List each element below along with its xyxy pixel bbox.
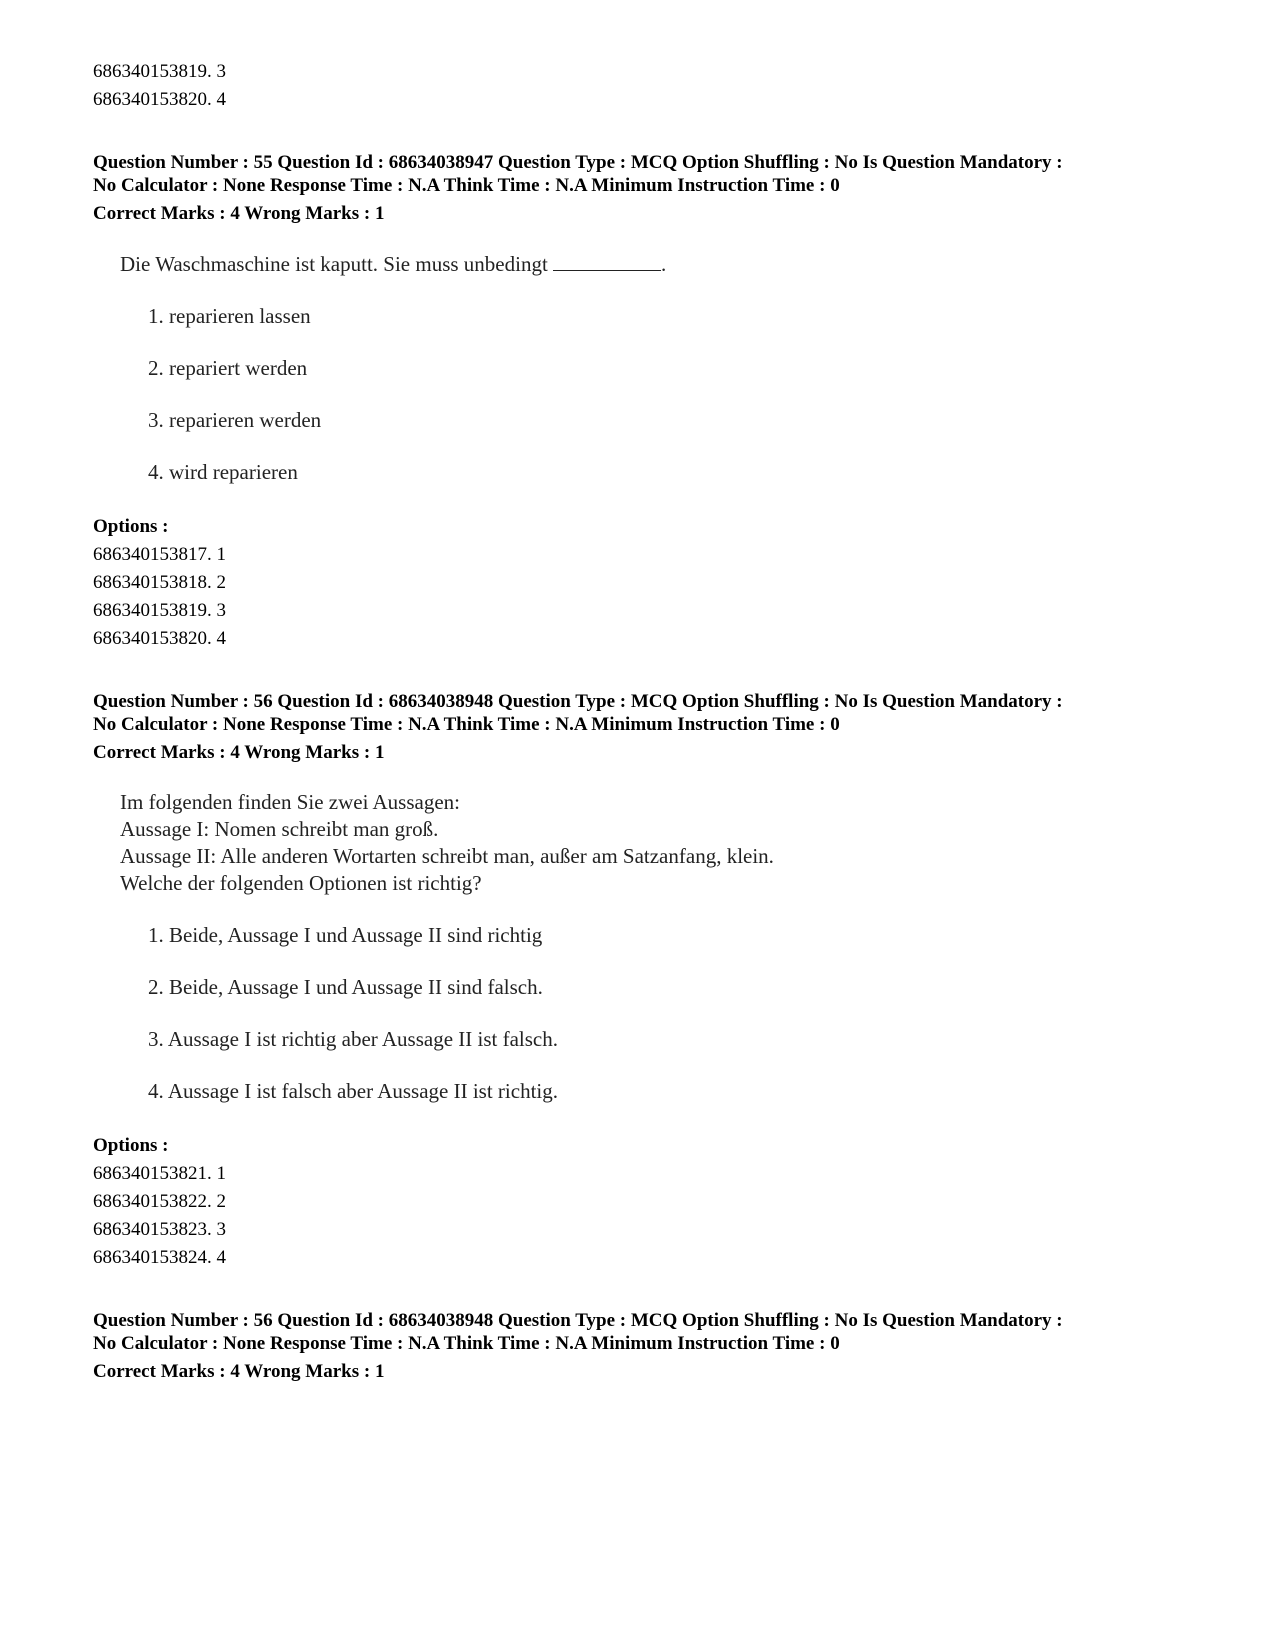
answer-choice: 3. reparieren werden bbox=[148, 408, 322, 432]
option-id-line: 686340153819. 3 bbox=[93, 600, 226, 621]
fill-in-blank bbox=[553, 252, 661, 271]
question-stem bbox=[120, 250, 666, 278]
question-stem-line: Welche der folgenden Optionen ist richtig? bbox=[120, 871, 482, 895]
option-id-line: 686340153822. 2 bbox=[93, 1191, 226, 1212]
question-header-line2: No Calculator : None Response Time : N.A Think Time : N.A Minimum Instruction Time : 0 bbox=[93, 714, 840, 735]
question-header-line2: No Calculator : None Response Time : N.A Think Time : N.A Minimum Instruction Time : 0 bbox=[93, 1333, 840, 1354]
options-label: Options : bbox=[93, 1135, 169, 1156]
question-stem-line: Aussage I: Nomen schreibt man groß. bbox=[120, 817, 439, 841]
question-header-line1: Question Number : 55 Question Id : 68634038947 Question Type : MCQ Option Shuffling : No Is Question Mandatory : bbox=[93, 152, 1063, 173]
option-id-line: 686340153819. 3 bbox=[93, 61, 226, 82]
option-id-line: 686340153820. 4 bbox=[93, 89, 226, 110]
option-id-line: 686340153820. 4 bbox=[93, 628, 226, 649]
option-id-line: 686340153817. 1 bbox=[93, 544, 226, 565]
question-stem-line: Aussage II: Alle anderen Wortarten schreibt man, außer am Satzanfang, klein. bbox=[120, 844, 774, 868]
answer-choice: 4. wird reparieren bbox=[148, 460, 298, 484]
answer-choice: 1. Beide, Aussage I und Aussage II sind richtig bbox=[148, 923, 543, 947]
options-label: Options : bbox=[93, 516, 169, 537]
answer-choice: 4. Aussage I ist falsch aber Aussage II ist richtig. bbox=[148, 1079, 558, 1103]
question-marks: Correct Marks : 4 Wrong Marks : 1 bbox=[93, 742, 385, 763]
question-stem-end: . bbox=[661, 252, 667, 276]
option-id-line: 686340153818. 2 bbox=[93, 572, 226, 593]
question-marks: Correct Marks : 4 Wrong Marks : 1 bbox=[93, 1361, 385, 1382]
answer-choice: 2. Beide, Aussage I und Aussage II sind falsch. bbox=[148, 975, 543, 999]
question-header-line1: Question Number : 56 Question Id : 68634038948 Question Type : MCQ Option Shuffling : No Is Question Mandatory : bbox=[93, 691, 1063, 712]
option-id-line: 686340153823. 3 bbox=[93, 1219, 226, 1240]
question-marks: Correct Marks : 4 Wrong Marks : 1 bbox=[93, 203, 385, 224]
option-id-line: 686340153821. 1 bbox=[93, 1163, 226, 1184]
question-header-line1: Question Number : 56 Question Id : 68634038948 Question Type : MCQ Option Shuffling : No Is Question Mandatory : bbox=[93, 1310, 1063, 1331]
answer-choice: 1. reparieren lassen bbox=[148, 304, 311, 328]
question-header-line2: No Calculator : None Response Time : N.A Think Time : N.A Minimum Instruction Time : 0 bbox=[93, 175, 840, 196]
question-stem-text: Die Waschmaschine ist kaputt. Sie muss unbedingt bbox=[120, 252, 554, 276]
answer-choice: 3. Aussage I ist richtig aber Aussage II ist falsch. bbox=[148, 1027, 558, 1051]
answer-choice: 2. repariert werden bbox=[148, 356, 308, 380]
question-stem-line: Im folgenden finden Sie zwei Aussagen: bbox=[120, 790, 460, 814]
option-id-line: 686340153824. 4 bbox=[93, 1247, 226, 1268]
